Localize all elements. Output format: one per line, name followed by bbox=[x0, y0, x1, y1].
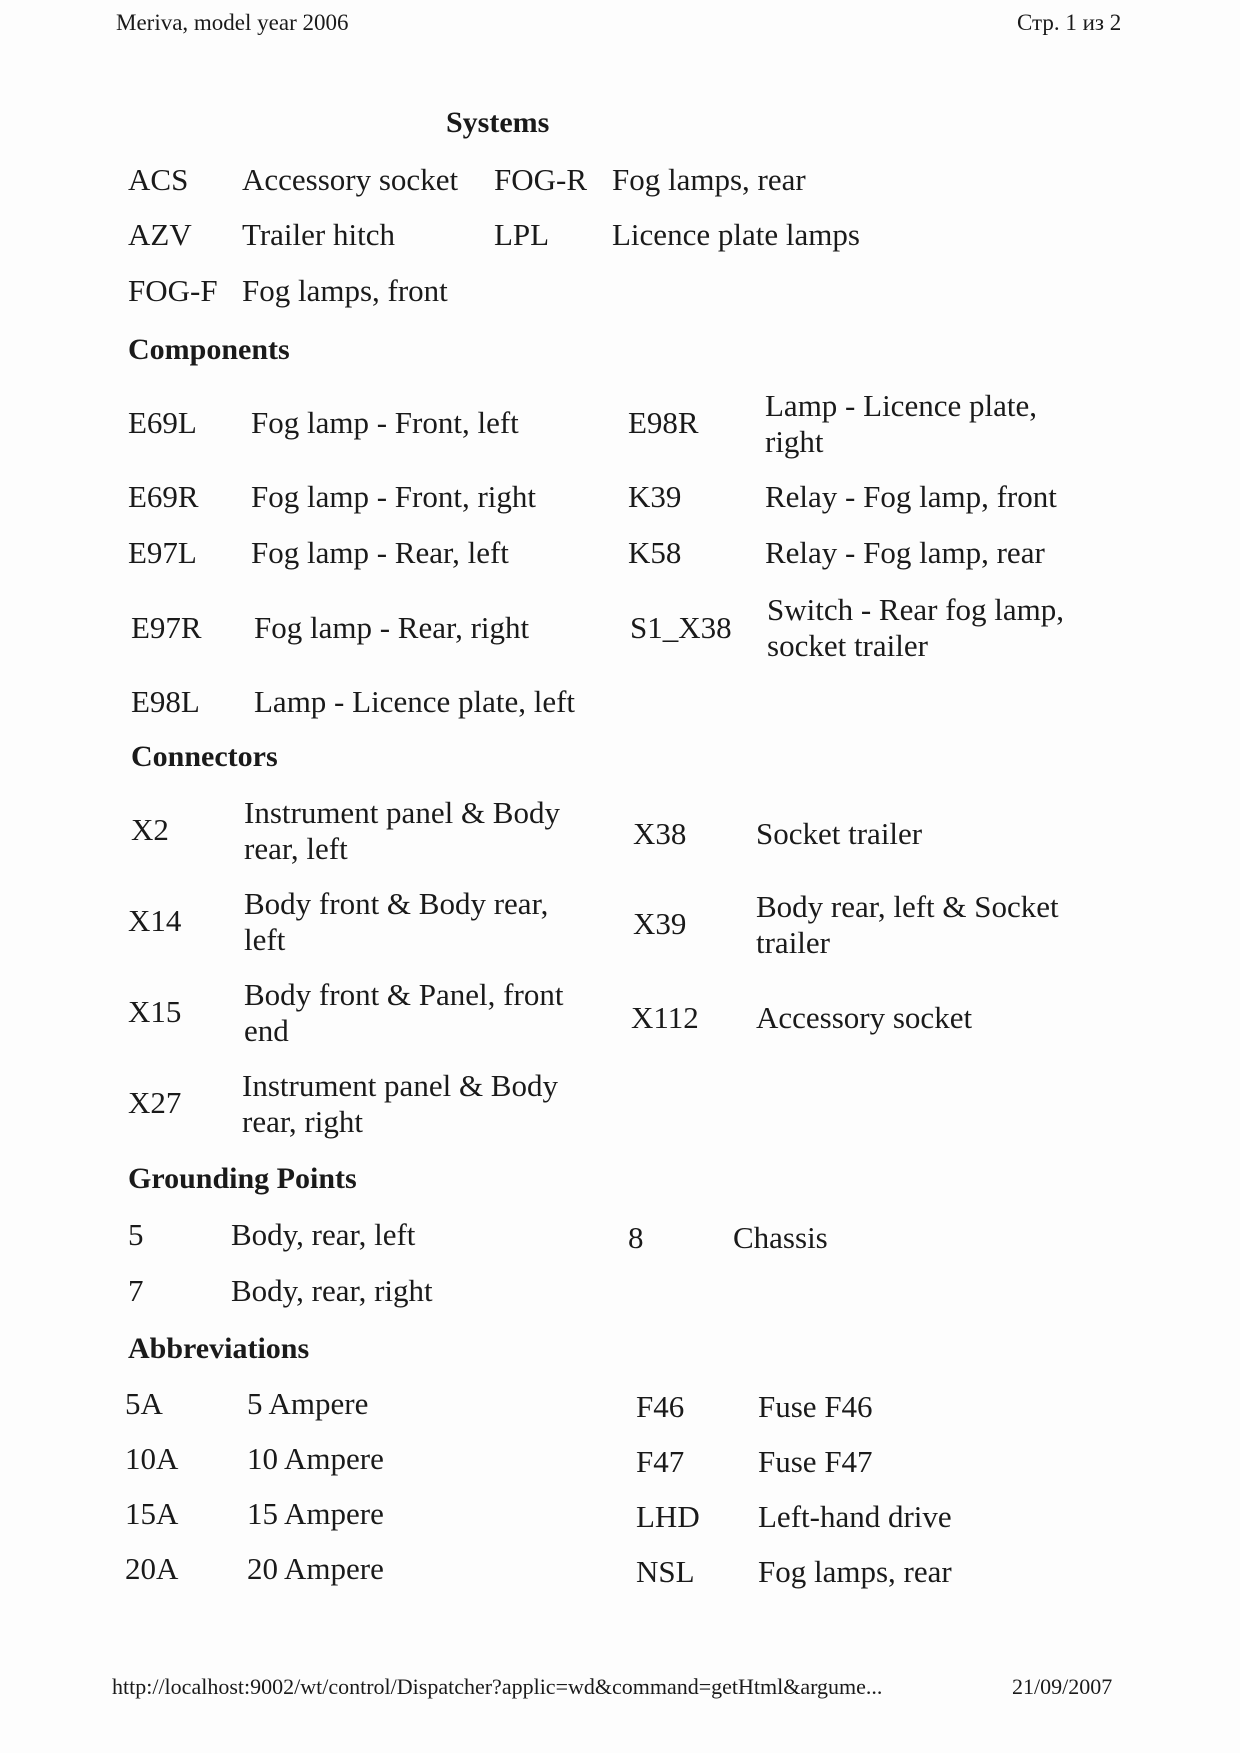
component-code: E69L bbox=[128, 405, 197, 440]
grounding-description: Body, rear, left bbox=[231, 1217, 416, 1252]
system-description: Trailer hitch bbox=[242, 217, 395, 252]
component-description: Fog lamp - Rear, left bbox=[251, 535, 509, 570]
footer-url: http://localhost:9002/wt/control/Dispatcher?applic=wd&command=getHtml&argume... bbox=[112, 1674, 883, 1699]
abbreviation-description: 10 Ampere bbox=[247, 1441, 384, 1476]
component-code: E69R bbox=[128, 479, 199, 514]
grounding-description: Chassis bbox=[733, 1220, 828, 1255]
connector-code: X39 bbox=[633, 906, 687, 941]
system-description: Licence plate lamps bbox=[612, 217, 860, 252]
component-description: Switch - Rear fog lamp, socket trailer bbox=[767, 592, 1065, 663]
grounding-code: 5 bbox=[128, 1217, 144, 1252]
component-code: S1_X38 bbox=[630, 610, 732, 645]
connector-code: X14 bbox=[128, 903, 182, 938]
system-description: Fog lamps, rear bbox=[612, 162, 806, 197]
component-code: E98R bbox=[628, 405, 699, 440]
system-code: FOG-F bbox=[128, 273, 218, 308]
component-description: Lamp - Licence plate, right bbox=[765, 388, 1037, 459]
connector-description: Body front & Body rear, left bbox=[244, 886, 549, 957]
abbreviation-description: 5 Ampere bbox=[247, 1386, 369, 1421]
components-heading: Components bbox=[128, 333, 290, 366]
systems-heading: Systems bbox=[446, 106, 550, 139]
abbreviation-code: 5A bbox=[125, 1386, 163, 1421]
component-code: E97L bbox=[128, 535, 197, 570]
component-code: E98L bbox=[131, 684, 200, 719]
grounding-description: Body, rear, right bbox=[231, 1273, 433, 1308]
abbreviation-code: NSL bbox=[636, 1554, 695, 1589]
abbreviation-description: Left-hand drive bbox=[758, 1499, 952, 1534]
component-code: K58 bbox=[628, 535, 682, 570]
grounding-code: 8 bbox=[628, 1220, 644, 1255]
component-code: E97R bbox=[131, 610, 202, 645]
connector-code: X112 bbox=[631, 1000, 699, 1035]
abbreviation-description: 15 Ampere bbox=[247, 1496, 384, 1531]
abbreviation-description: 20 Ampere bbox=[247, 1551, 384, 1586]
component-description: Relay - Fog lamp, rear bbox=[765, 535, 1045, 570]
connector-code: X38 bbox=[633, 816, 687, 851]
abbreviations-heading: Abbreviations bbox=[128, 1332, 310, 1365]
connector-code: X2 bbox=[131, 812, 169, 847]
system-code: FOG-R bbox=[494, 162, 588, 197]
grounding-heading: Grounding Points bbox=[128, 1162, 357, 1195]
system-code: AZV bbox=[128, 217, 192, 252]
abbreviation-code: 10A bbox=[125, 1441, 179, 1476]
component-description: Relay - Fog lamp, front bbox=[765, 479, 1057, 514]
component-code: K39 bbox=[628, 479, 682, 514]
connectors-heading: Connectors bbox=[131, 740, 278, 773]
connector-code: X15 bbox=[128, 994, 182, 1029]
system-description: Fog lamps, front bbox=[242, 273, 448, 308]
abbreviation-description: Fog lamps, rear bbox=[758, 1554, 952, 1589]
abbreviation-code: F47 bbox=[636, 1444, 685, 1479]
abbreviation-code: 15A bbox=[125, 1496, 179, 1531]
component-description: Fog lamp - Front, left bbox=[251, 405, 519, 440]
connector-description: Socket trailer bbox=[756, 816, 923, 851]
connector-description: Instrument panel & Body rear, left bbox=[244, 795, 560, 866]
abbreviation-code: LHD bbox=[636, 1499, 700, 1534]
abbreviation-description: Fuse F47 bbox=[758, 1444, 873, 1479]
footer-date: 21/09/2007 bbox=[1012, 1674, 1113, 1699]
connector-description: Accessory socket bbox=[756, 1000, 973, 1035]
connector-description: Instrument panel & Body rear, right bbox=[242, 1068, 558, 1139]
connector-code: X27 bbox=[128, 1085, 182, 1120]
connector-description: Body front & Panel, front end bbox=[244, 977, 564, 1048]
system-code: ACS bbox=[128, 162, 189, 197]
page-header-title: Meriva, model year 2006 bbox=[116, 10, 349, 35]
component-description: Fog lamp - Rear, right bbox=[254, 610, 530, 645]
abbreviation-description: Fuse F46 bbox=[758, 1389, 873, 1424]
page-number: Стр. 1 из 2 bbox=[1017, 10, 1122, 35]
system-description: Accessory socket bbox=[242, 162, 459, 197]
grounding-code: 7 bbox=[128, 1273, 144, 1308]
component-description: Lamp - Licence plate, left bbox=[254, 684, 576, 719]
abbreviation-code: F46 bbox=[636, 1389, 685, 1424]
abbreviation-code: 20A bbox=[125, 1551, 179, 1586]
component-description: Fog lamp - Front, right bbox=[251, 479, 537, 514]
system-code: LPL bbox=[494, 217, 550, 252]
connector-description: Body rear, left & Socket trailer bbox=[756, 889, 1059, 960]
